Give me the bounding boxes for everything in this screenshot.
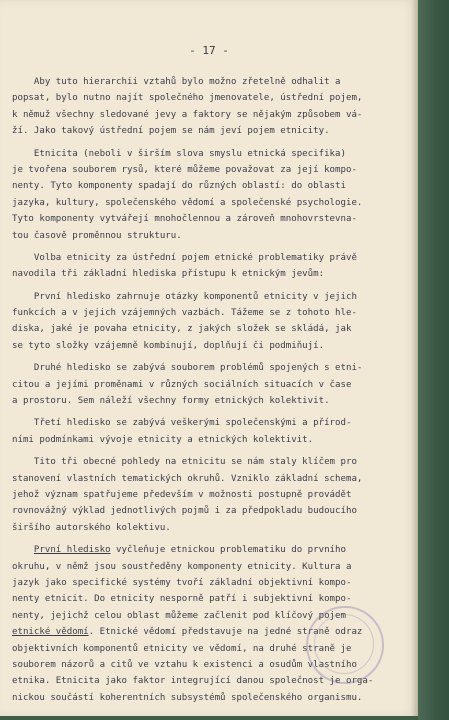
library-stamp-inner [314,614,374,674]
text-line: Třetí hledisko se zabývá veškerými společenskými a přírod- [12,418,352,429]
text-line: okruhu, v němž jsou soustředěny komponenty etnicity. Kultura a [12,561,352,572]
text-line: Tito tři obecné pohledy na etnicitu se nám staly klíčem pro [12,457,357,468]
paragraph [12,454,408,536]
text-line: Tyto komponenty vytvářejí mnohočlennou a zároveň mnohovrstevna- [12,214,357,225]
text-line: širšího autorského kolektivu. [12,522,171,533]
text-line: ží. Jako takový ústřední pojem se nám jeví pojem etnicity. [12,126,330,137]
text-line: navodila tři základní hlediska přístupu k etnickým jevům: [12,269,325,280]
text-line: Volba etnicity za ústřední pojem etnické problematiky právě [12,252,357,263]
text-line: je tvořena souborem rysů, které můžeme považovat za její kompo- [12,164,357,175]
text-line: funkcích a v jejich vzájemných vazbách. Tážeme se z tohoto hle- [12,308,357,319]
paragraph [12,146,408,244]
page-number: - 17 - [189,44,229,57]
underlined-phrase: etnické vědomí [12,627,89,638]
paragraph [12,74,408,140]
paragraph [12,250,408,283]
text-line: jehož význam spatřujeme především v možnosti postupně provádět [12,489,352,500]
underlined-phrase: První hledisko [33,545,111,556]
text-line: etnické vědomí. Etnické vědomí představuje na jedné straně odraz [12,627,363,638]
paragraph [12,415,408,448]
text-line: ními podmínkami vývoje etnicity a etnických kolektivit. [12,434,314,445]
text-line: tou časově proměnnou strukturu. [12,230,182,241]
text-line: diska, jaké je povaha etnicity, z jakých složek se skládá, jak [12,324,352,335]
text-line: nenty etnicit. Do etnicity nesporně patří i subjektivní kompo- [12,594,352,605]
text-line: stanovení vlastních tematických okruhů. Vzniklo základní schema, [12,473,363,484]
text-line: jazyka, kultury, společenského vědomí a společenské psychologie. [12,197,363,208]
text-line: jazyk jako specifické systémy tvoří základní objektivní kompo- [12,577,352,588]
book-binding [418,0,449,720]
text-line: citou a jejími proměnami v různých sociálních situacích v čase [12,379,352,390]
text-line: rovnovážný výklad jednotlivých pojmů i za předpokladu budoucího [12,506,357,517]
text-line: nenty, jejichž celou oblast můžeme začlenit pod klíčový pojem [12,610,346,621]
text-line: Etnicita (neboli v širším slova smyslu etnická specifika) [12,148,346,159]
text-line: etnika. Etnicita jako faktor integrující danou společnost je orga- [12,676,374,687]
paragraph [12,360,408,409]
text-line: a prostoru. Sem náleží všechny formy etnických kolektivit. [12,396,330,407]
text-line: První hledisko vyčleňuje etnickou problematiku do prvního [33,545,346,556]
text-line: k němuž všechny sledované jevy a faktory se nějakým způsobem vá- [12,109,363,120]
text-line: nenty. Tyto komponenty spadají do různých oblastí: do oblasti [12,181,346,192]
text-line: První hledisko zahrnuje otázky komponentů etnicity v jejich [12,291,357,302]
page-edge-shadow [411,0,418,716]
text-line: Aby tuto hierarchii vztahů bylo možno zřetelně odhalit a [12,77,341,87]
text-line: Druhé hledisko se zabývá souborem problémů spojených s etni- [12,363,363,374]
text-line: souborem názorů a citů ve vztahu k existenci a osudům vlastního [12,659,357,670]
text-line: nickou součástí koherentních subsystémů společenského organismu. [12,692,363,703]
text-line: objektivních komponentů etnicity ve vědomí, na druhé straně je [12,643,352,654]
paragraph [12,289,408,355]
text-line: se tyto složky vzájemně kombinují, doplňují či podmiňují. [12,340,325,351]
text-line: popsat, bylo nutno najít společného jmenovatele, ústřední pojem, [12,93,363,104]
